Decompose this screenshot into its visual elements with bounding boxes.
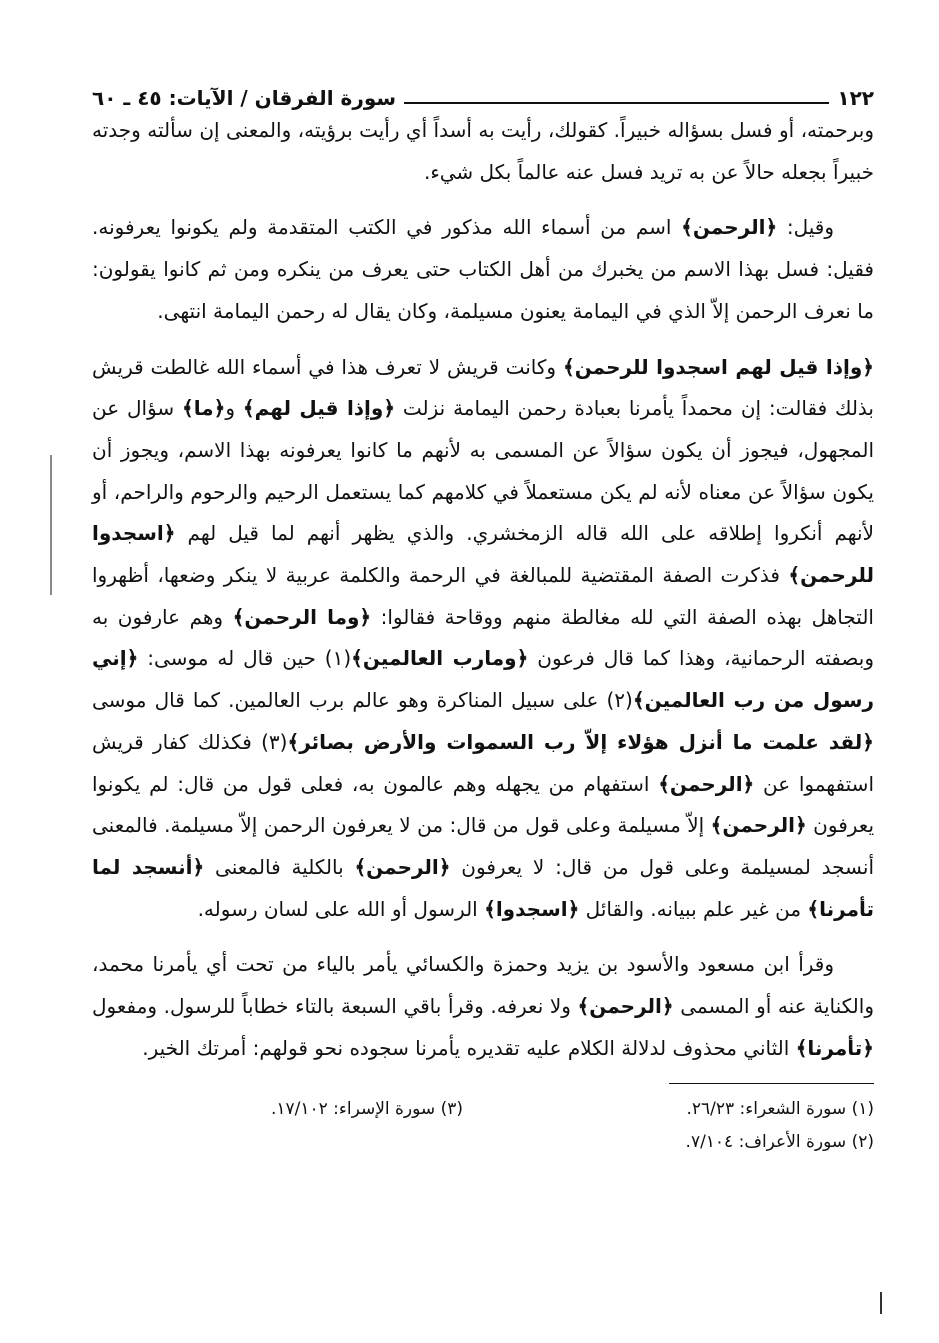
footnote-2: (٢) سورة الأعراف: ٧/١٠٤. [685,1132,874,1153]
footnote-3: (٣) سورة الإسراء: ١٧/١٠٢. [270,1099,463,1120]
quran-quote: ﴿تأمرنا﴾ [795,1035,874,1060]
document-page [92,70,874,1158]
quran-quote: ﴿ما﴾ [182,396,226,421]
body-text [92,110,874,1069]
paragraph [92,207,874,332]
quran-quote: ﴿إني رسول من رب العالمين﴾ [92,646,875,713]
quran-quote: ﴿الرحمن﴾ [577,994,674,1019]
text-run: الرسول أو الله على لسان رسوله. [197,896,485,921]
running-title: سورة الفرقان / الآيات: ٤٥ ـ ٦٠ [92,86,397,110]
text-run: سؤال عن المجهول، فيجوز أن يكون سؤالاً عن المسمى به لأنهم ما كانوا يعرفونه بهذا الاسم، ويجوز أن يكون سؤالاً عن معناه لأنه لم يكن مستعملاً في كلامهم كما يستعمل الرحيم والرحوم والراحم، أو لأنهم أنكروا إطلاقه على الله قاله الزمخشري. والذي يظهر أنهم لما قيل لهم [92,396,874,546]
text-run: وهم عارفون به وبصفته الرحمانية، وهذا كما قال فرعون [92,604,874,671]
text-run: (١) حين قال له موسى: [138,646,352,671]
text-run: (٢) على سبيل المناكرة وهو عالم برب العالمين. كما قال موسى [92,688,633,713]
text-run: من غير علم ببيانه. والقائل [579,896,808,921]
text-run: فذكرت الصفة المقتضية للمبالغة في الرحمة والكلمة عربية لا ينكر وضعها، أظهروا التجاهل بهذه الصفة التي لله مغالطة منهم ووقاحة فقالوا: [92,563,874,629]
text-run: استفهام من يجهله وهم عالمون به، فعلى قول من قال: لم يكونوا يعرفون [92,771,875,838]
footnote-separator [669,1083,874,1084]
quran-quote: ﴿اسجدوا﴾ [484,896,580,921]
quran-quote: ﴿وما الرحمن﴾ [232,604,372,629]
text-run: بالكلية فالمعنى [204,854,355,879]
text-run: و [225,396,243,421]
quran-quote: ﴿الرحمن﴾ [658,771,755,796]
quran-quote: ﴿وإذا قيل لهم اسجدوا للرحمن﴾ [562,354,875,379]
quran-quote: ﴿الرحمن﴾ [681,215,778,240]
quran-quote: ﴿الرحمن﴾ [354,854,451,879]
text-run: إلاّ مسيلمة وعلى قول من قال: من لا يعرفون الرحمن إلاّ مسيلمة. فالمعنى أنسجد لمسيلمة وعلى قول من قال: لا يعرفون [92,813,875,879]
paragraph [92,944,874,1069]
quran-quote: ﴿لقد علمت ما أنزل هؤلاء إلاّ رب السموات والأرض بصائر﴾ [287,729,875,754]
paragraph [92,110,874,193]
header-rule [404,102,829,104]
text-run: وبرحمته، أو فسل بسؤاله خبيراً. كقولك، رأيت به أسداً أي رأيت برؤيته، والمعنى إن سألته وجدته خبيراً بجعله حالاً عن به تريد فسل عنه عالماً بكل شيء. [92,118,874,184]
quran-quote: ﴿اسجدوا للرحمن﴾ [92,521,874,588]
text-run: اسم من أسماء الله مذكور في الكتب المتقدمة ولم يكونوا يعرفونه. فقيل: فسل بهذا الاسم من يخبرك من أهل الكتاب حتى يعرف من ينكره ومن ثم كانوا يقولون: ما نعرف الرحمن إلاّ الذي في اليمامة يعنون مسيلمة، وكان يقال له رحمن اليمامة انتهى. [92,215,874,323]
text-run: (٣) فكذلك كفار قريش استفهموا عن [92,729,874,796]
text-run: وقيل: [777,215,835,240]
page-number: ١٢٢ [837,86,874,110]
footnotes [92,1094,874,1158]
text-run: وكانت قريش لا تعرف هذا في أسماء الله غالطت قريش بذلك فقالت: إن محمداً يأمرنا بعبادة رحمن اليمامة نزلت [92,354,875,421]
text-run: الثاني محذوف لدلالة الكلام عليه تقديره يأمرنا سجوده نحو قولهم: أمرتك الخير. [142,1035,796,1060]
quran-quote: ﴿أنسجد لما تأمرنا﴾ [92,854,874,921]
paragraph [92,347,874,931]
margin-scan-mark [50,455,52,595]
corner-scan-mark [880,1292,882,1314]
quran-quote: ﴿ومارب العالمين﴾ [351,646,529,671]
footnote-1: (١) سورة الشعراء: ٢٦/٢٣. [686,1099,874,1120]
text-run: وقرأ ابن مسعود والأسود بن يزيد وحمزة والكسائي يأمر بالياء من تحت أي يأمرنا محمد، والكناية عنه أو المسمى [92,952,874,1019]
quran-quote: ﴿الرحمن﴾ [710,813,807,838]
quran-quote: ﴿وإذا قيل لهم﴾ [242,396,396,421]
page-header [92,70,874,110]
text-run: ولا نعرفه. وقرأ باقي السبعة بالتاء خطاباً للرسول. ومفعول [92,994,578,1019]
